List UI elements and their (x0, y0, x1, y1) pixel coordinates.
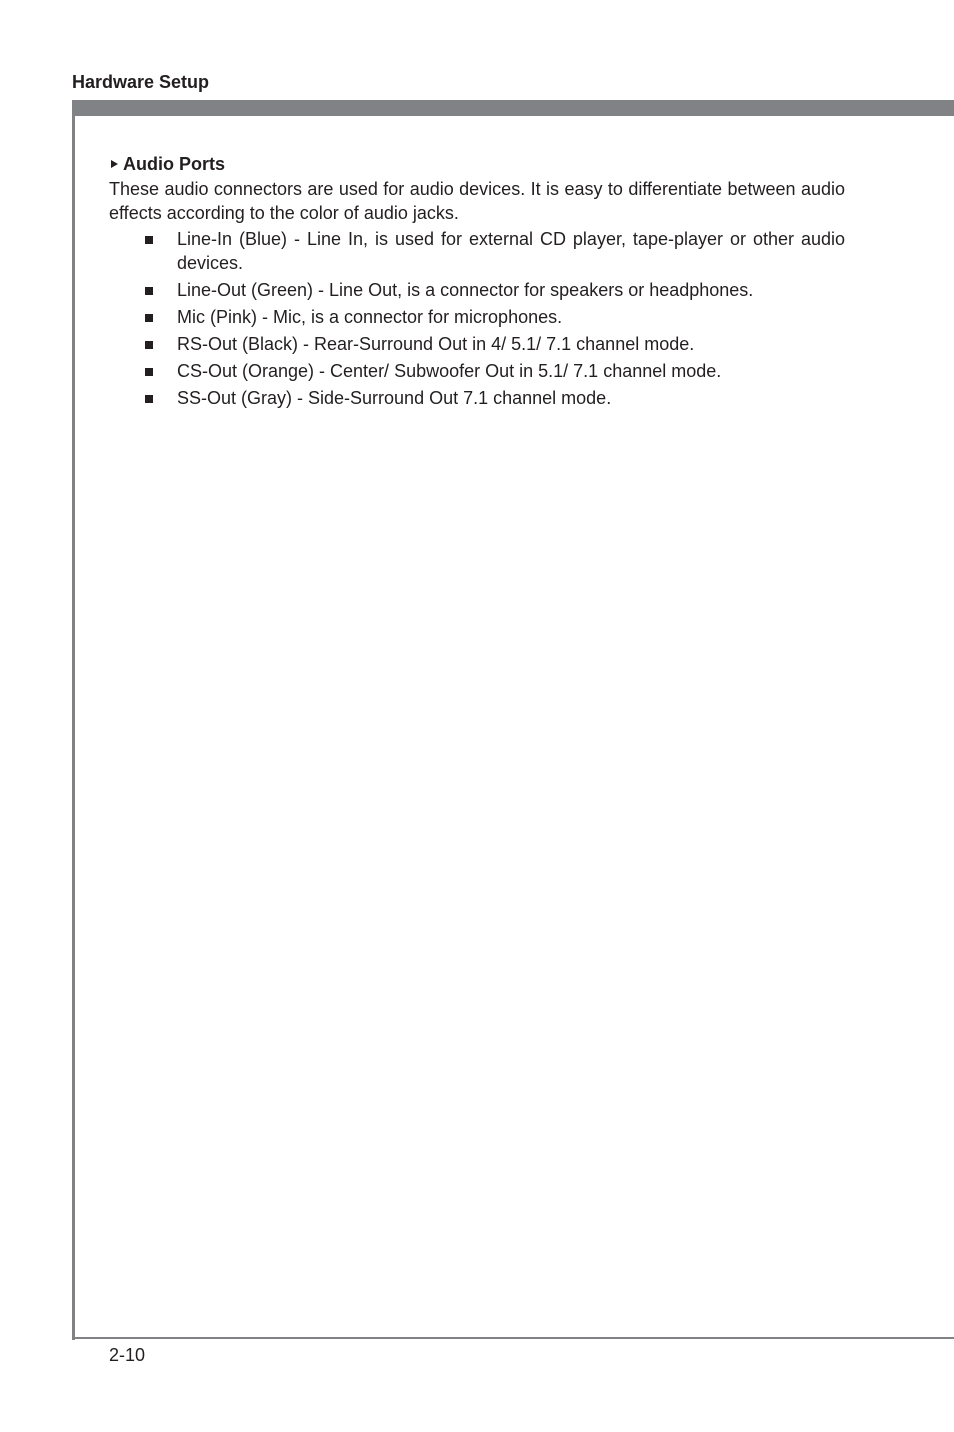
square-bullet-icon (145, 287, 153, 295)
list-item (109, 386, 845, 410)
list-item-text: Line-Out (Green) - Line Out, is a connector for speakers or headphones. (177, 280, 754, 300)
square-bullet-icon (145, 395, 153, 403)
header-bar (72, 100, 954, 116)
list-item-text: RS-Out (Black) - Rear-Surround Out in 4/ 5.1/ 7.1 channel mode. (177, 334, 695, 354)
list-item-text: Mic (Pink) - Mic, is a connector for microphones. (177, 307, 563, 327)
main-content (109, 152, 845, 413)
section-heading (109, 152, 845, 176)
section-heading-text: Audio Ports (123, 154, 225, 174)
list-item (109, 359, 845, 383)
section-intro: These audio connectors are used for audio devices. It is easy to differentiate between audio effects according to the color of audio jacks. (109, 179, 845, 223)
list-item (109, 332, 845, 356)
audio-port-list (109, 227, 845, 410)
bottom-border-rule (72, 1337, 954, 1339)
list-item-text: SS-Out (Gray) - Side-Surround Out 7.1 channel mode. (177, 388, 612, 408)
list-item-text: Line-In (Blue) - Line In, is used for external CD player, tape-player or other audio devices. (177, 229, 845, 273)
list-item-text: CS-Out (Orange) - Center/ Subwoofer Out in 5.1/ 7.1 channel mode. (177, 361, 722, 381)
square-bullet-icon (145, 341, 153, 349)
square-bullet-icon (145, 368, 153, 376)
list-item (109, 278, 845, 302)
square-bullet-icon (145, 236, 153, 244)
list-item (109, 305, 845, 329)
page-number: 2-10 (109, 1345, 146, 1365)
list-item (109, 227, 845, 275)
left-border-rule (72, 100, 75, 1340)
page-header-title: Hardware Setup (72, 72, 210, 92)
triangle-right-icon (111, 160, 118, 168)
square-bullet-icon (145, 314, 153, 322)
